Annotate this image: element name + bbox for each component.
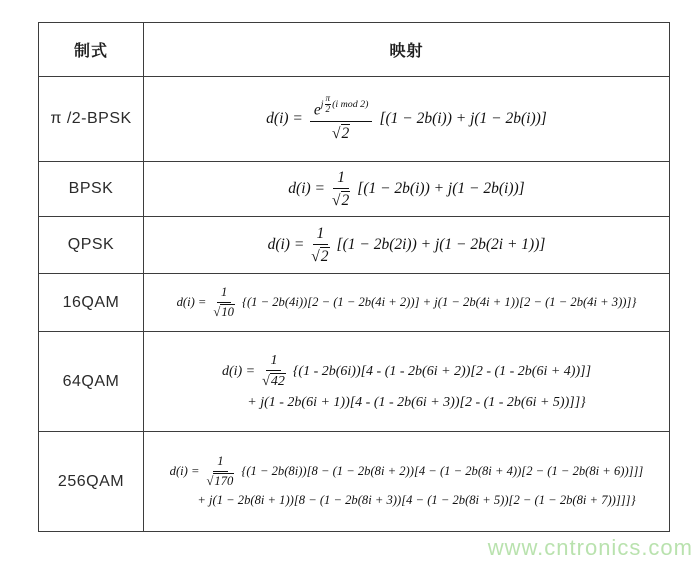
formula-lhs: d(i) = xyxy=(176,294,207,309)
fraction-denominator xyxy=(213,303,235,321)
row-label-64qam: 64QAM xyxy=(39,332,144,432)
fraction-numerator: 1 xyxy=(313,224,329,245)
sqrt-radical xyxy=(207,473,235,488)
formula-lhs: d(i) = xyxy=(267,236,305,254)
formula-cell-pi2-bpsk xyxy=(144,77,670,162)
fraction-numerator xyxy=(310,94,373,122)
sqrt-radical xyxy=(311,247,329,265)
watermark-text: www.cntronics.com xyxy=(487,535,693,560)
formula-bpsk xyxy=(144,168,669,211)
radicand: 2 xyxy=(341,125,350,143)
formula-body-line1: {(1 - 2b(6i))[4 - (1 - 2b(6i + 2))[2 - (1 - 2b(6i + 4))]] xyxy=(292,363,592,379)
fraction-denominator xyxy=(332,189,350,210)
formula-256qam xyxy=(144,454,669,508)
radicand: 10 xyxy=(221,304,234,319)
formula-cell-bpsk xyxy=(144,162,670,217)
formula-line-1 xyxy=(170,454,644,489)
formula-line-2 xyxy=(197,493,635,509)
fraction xyxy=(310,94,373,143)
sqrt-radical xyxy=(262,373,286,389)
table-row xyxy=(39,432,670,532)
sqrt-radical xyxy=(332,191,350,209)
table-header-row xyxy=(39,23,670,77)
formula-line-1 xyxy=(222,352,591,391)
formula-64qam xyxy=(144,352,669,412)
formula-cell-256qam xyxy=(144,432,670,532)
fraction xyxy=(332,168,350,211)
table-row xyxy=(39,332,670,432)
header-cell-mapping: 映射 xyxy=(144,23,670,77)
formula-cell-qpsk xyxy=(144,217,670,274)
header-cell-modulation: 制式 xyxy=(39,23,144,77)
table-row xyxy=(39,162,670,217)
formula-lhs: d(i) = xyxy=(169,464,200,479)
formula-pi2-bpsk xyxy=(144,94,669,143)
fraction-numerator: 1 xyxy=(333,168,349,189)
formula-cell-64qam xyxy=(144,332,670,432)
table-row xyxy=(39,217,670,274)
exponent-fraction-numerator: π xyxy=(325,93,331,104)
radicand: 2 xyxy=(320,248,329,265)
formula-lhs: d(i) = xyxy=(221,363,256,379)
euler-base: e xyxy=(313,101,321,119)
formula-body-line2: + j(1 - 2b(6i + 1))[4 - (1 - 2b(6i + 3))[2 - (1 - 2b(6i + 5))]]} xyxy=(247,394,586,410)
row-label-256qam: 256QAM xyxy=(39,432,144,532)
formula-lhs: d(i) = xyxy=(288,180,326,198)
formula-cell-16qam xyxy=(144,274,670,332)
exponent xyxy=(320,93,369,115)
fraction-denominator xyxy=(262,371,286,391)
exponent-fraction-denominator: 2 xyxy=(325,104,331,115)
sqrt-radical xyxy=(213,304,235,319)
sqrt-radical xyxy=(332,124,350,142)
formula-lhs: d(i) = xyxy=(266,110,303,128)
fraction-numerator: 1 xyxy=(217,285,231,303)
fraction-denominator xyxy=(207,472,235,490)
formula-body: [(1 − 2b(i)) + j(1 − 2b(i))] xyxy=(379,110,547,128)
fraction-denominator xyxy=(332,122,350,143)
exponent-j: j xyxy=(320,98,324,110)
fraction xyxy=(207,454,235,489)
formula-16qam xyxy=(144,285,669,320)
radicand: 2 xyxy=(341,192,350,209)
row-label-qpsk: QPSK xyxy=(39,217,144,274)
row-label-16qam: 16QAM xyxy=(39,274,144,332)
row-label-pi2-bpsk: π /2-BPSK xyxy=(39,77,144,162)
radicand: 170 xyxy=(214,474,234,489)
formula-body-line2: + j(1 − 2b(8i + 1))[8 − (1 − 2b(8i + 3))[4 − (1 − 2b(8i + 5))[2 − (1 − 2b(8i + 7))]]]} xyxy=(197,492,636,507)
formula-body: [(1 − 2b(2i)) + j(1 − 2b(2i + 1))] xyxy=(336,236,546,254)
formula-body-line1: {(1 − 2b(8i))[8 − (1 − 2b(8i + 2))[4 − (1 − 2b(8i + 4))[2 − (1 − 2b(8i + 6))]]] xyxy=(241,464,644,479)
formula-qpsk xyxy=(144,224,669,267)
fraction-denominator xyxy=(311,245,329,266)
table-row xyxy=(39,77,670,162)
table-row xyxy=(39,274,670,332)
formula-body: [(1 − 2b(i)) + j(1 − 2b(i))] xyxy=(357,180,525,198)
fraction xyxy=(213,285,235,320)
exponent-fraction xyxy=(325,94,332,114)
fraction-numerator: 1 xyxy=(266,352,281,372)
modulation-mapping-table xyxy=(38,22,670,532)
fraction xyxy=(262,352,286,391)
fraction xyxy=(311,224,329,267)
formula-line-2 xyxy=(247,394,586,412)
radicand: 42 xyxy=(270,374,285,390)
formula-body: {(1 − 2b(4i))[2 − (1 − 2b(4i + 2))] + j(1 − 2b(4i + 1))[2 − (1 − 2b(4i + 3))]} xyxy=(241,294,637,309)
fraction-numerator: 1 xyxy=(213,454,227,472)
row-label-bpsk: BPSK xyxy=(39,162,144,217)
exponent-tail: (i mod 2) xyxy=(332,98,369,110)
